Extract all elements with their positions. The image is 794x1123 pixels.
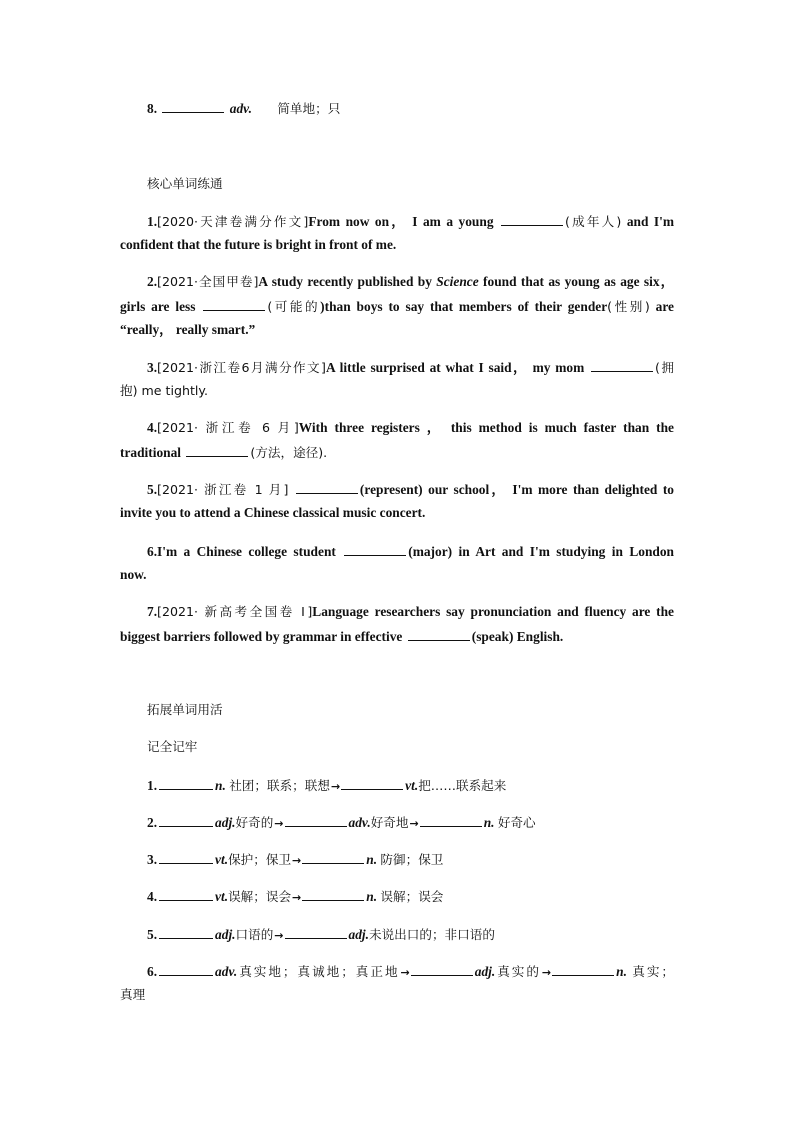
question-2-end: “really， really smart.” (120, 322, 256, 337)
arrow-icon: → (274, 929, 282, 942)
word-2: 2. adj.好奇的→ adv.好奇地→ n. 好奇心 (147, 815, 536, 830)
question-4: 4.[2021· 浙江卷 6 月]With three registers ， this method is much faster than the (147, 420, 674, 435)
answer-blank[interactable] (159, 777, 213, 790)
answer-blank[interactable] (186, 444, 248, 457)
question-2-cont: girls are less (可能的)than boys to say that members of their gender(性别) are (120, 299, 674, 314)
question-3-cont: 抱) me tightly. (120, 383, 209, 398)
word-6-cont: 真理 (120, 987, 146, 1002)
word-1: 1. n. 社团；联系；联想→ vt.把……联系起来 (147, 778, 507, 793)
question-6-cont: now. (120, 567, 147, 582)
question-7-cont: biggest barriers followed by grammar in effective (speak) English. (120, 629, 564, 644)
arrow-icon: → (292, 891, 300, 904)
answer-blank[interactable] (501, 213, 563, 226)
answer-blank[interactable] (162, 100, 224, 113)
arrow-icon: → (292, 854, 300, 867)
word-5: 5. adj.口语的→ adj.未说出口的；非口语的 (147, 927, 495, 942)
question-2: 2.[2021·全国甲卷]A study recently published by Science found that as young as age six， (147, 274, 674, 289)
answer-blank[interactable] (420, 814, 482, 827)
word-3: 3. vt.保护；保卫→ n. 防御；保卫 (147, 852, 444, 867)
answer-blank[interactable] (159, 963, 213, 976)
question-1: 1.[2020·天津卷满分作文]From now on， I am a young (成年人) and I'm (147, 214, 675, 229)
word-6: 6. adv.真实地；真诚地；真正地→ adj.真实的→ n. 真实； (147, 964, 675, 979)
question-4-cont: traditional (方法，途径). (120, 445, 328, 460)
section-subtitle: 记全记牢 (147, 739, 198, 754)
answer-blank[interactable] (159, 814, 213, 827)
arrow-icon: → (274, 817, 282, 830)
answer-blank[interactable] (411, 963, 473, 976)
answer-blank[interactable] (408, 628, 470, 641)
question-6: 6.I'm a Chinese college student (major) in Art and I'm studying in London (147, 544, 674, 559)
arrow-icon: → (541, 966, 550, 979)
answer-blank[interactable] (302, 888, 364, 901)
answer-blank[interactable] (285, 926, 347, 939)
arrow-icon: → (330, 780, 339, 793)
question-7: 7.[2021· 新高考全国卷 Ⅰ]Language researchers say pronunciation and fluency are the (147, 604, 674, 619)
answer-blank[interactable] (159, 926, 213, 939)
arrow-icon: → (409, 817, 417, 830)
answer-blank[interactable] (203, 298, 265, 311)
answer-blank[interactable] (302, 851, 364, 864)
answer-blank[interactable] (159, 851, 213, 864)
question-5-cont: invite you to attend a Chinese classical music concert. (120, 505, 426, 520)
question-3: 3.[2021·浙江卷6月满分作文]A little surprised at what I said， my mom (拥 (147, 360, 674, 375)
section-title-extend: 拓展单词用活 (147, 702, 223, 717)
question-5: 5.[2021· 浙江卷 1 月] (represent) our school， I'm more than delighted to (147, 482, 674, 497)
arrow-icon: → (400, 966, 408, 979)
answer-blank[interactable] (591, 359, 653, 372)
question-1-cont: confident that the future is bright in front of me. (120, 237, 397, 252)
answer-blank[interactable] (344, 543, 406, 556)
word-4: 4. vt.误解；误会→ n. 误解；误会 (147, 889, 444, 904)
answer-blank[interactable] (285, 814, 347, 827)
answer-blank[interactable] (296, 481, 358, 494)
answer-blank[interactable] (341, 777, 403, 790)
section-title-core: 核心单词练通 (147, 176, 223, 191)
answer-blank[interactable] (552, 963, 614, 976)
item-8: 8. adv. 简单地；只 (147, 101, 341, 116)
answer-blank[interactable] (159, 888, 213, 901)
